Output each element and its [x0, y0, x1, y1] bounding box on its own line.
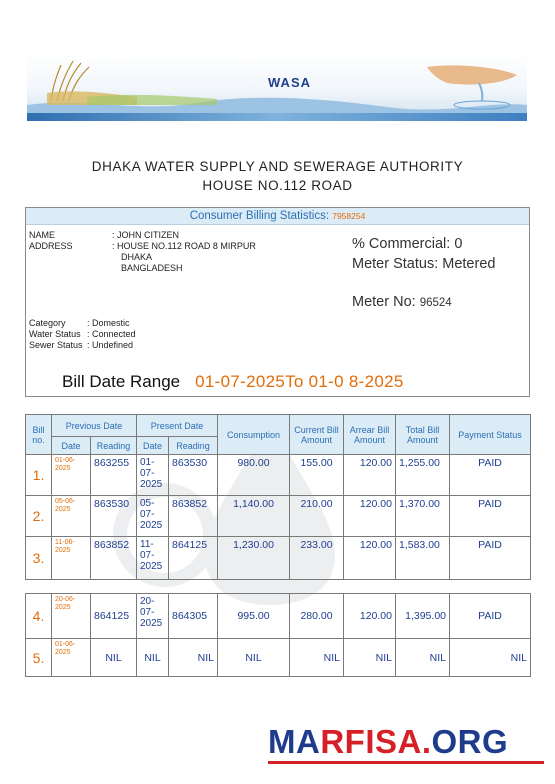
authority-title: DHAKA WATER SUPPLY AND SEWERAGE AUTHORITY	[91, 159, 464, 174]
brand-dot: .	[421, 723, 432, 760]
header-prev-date: Date	[52, 437, 91, 455]
current-bill: 280.00	[290, 594, 344, 639]
name-label: NAME	[29, 230, 56, 240]
water-status-value: : Connected	[87, 329, 136, 339]
category-value: : Domestic	[87, 318, 130, 328]
brand-org: ORG	[431, 723, 509, 760]
table-row	[26, 594, 531, 639]
prev-reading: 863530	[91, 496, 137, 537]
brand-rfisa: RFISA	[320, 723, 422, 760]
pres-reading: 864305	[169, 594, 218, 639]
row-number: 5.	[26, 639, 52, 677]
current-bill: 233.00	[290, 537, 344, 580]
bill-table-continued	[25, 593, 531, 677]
total-bill: 1,255.00	[396, 455, 450, 496]
commercial-percent: % Commercial: 0	[352, 236, 463, 252]
pres-date: NIL	[137, 639, 169, 677]
house-address-title: HOUSE NO.112 ROAD	[202, 178, 353, 193]
pres-reading: 863530	[169, 455, 218, 496]
prev-reading: 863255	[91, 455, 137, 496]
header-pres-reading: Reading	[169, 437, 218, 455]
header-total-bill: Total Bill Amount	[396, 415, 450, 455]
header-previous-date: Previous Date	[52, 415, 137, 437]
brand-ma: MA	[268, 723, 321, 760]
current-bill: 155.00	[290, 455, 344, 496]
pres-reading: 863852	[169, 496, 218, 537]
category-label: Category	[29, 318, 66, 328]
row-number: 4.	[26, 594, 52, 639]
consumer-id: 7958254	[332, 211, 366, 221]
total-bill: NIL	[396, 639, 450, 677]
table-row	[26, 639, 531, 677]
payment-status: PAID	[450, 496, 531, 537]
water-status-label: Water Status	[29, 329, 81, 339]
arrear-bill: NIL	[344, 639, 396, 677]
payment-status: PAID	[450, 455, 531, 496]
arrear-bill: 120.00	[344, 455, 396, 496]
prev-date: 01-06-2025	[52, 455, 91, 496]
name-address-block	[29, 230, 329, 280]
prev-reading: 864125	[91, 594, 137, 639]
sewer-status-label: Sewer Status	[29, 340, 83, 350]
header-pres-date: Date	[137, 437, 169, 455]
marfisa-brand-logo	[268, 723, 508, 761]
consumer-heading	[26, 208, 529, 225]
prev-date: 05-06-2025	[52, 496, 91, 537]
bill-date-range	[62, 372, 404, 392]
consumption: 1,230.00	[218, 537, 290, 580]
header-current-bill: Current Bill Amount	[290, 415, 344, 455]
prev-date: 11-06-2025	[52, 537, 91, 580]
wasa-logo-text: WASA	[268, 75, 311, 90]
row-number: 2.	[26, 496, 52, 537]
current-bill: 210.00	[290, 496, 344, 537]
row-number: 3.	[26, 537, 52, 580]
header-payment-status: Payment Status	[450, 415, 531, 455]
consumer-box	[25, 207, 530, 397]
status-block	[29, 318, 229, 354]
meter-number	[352, 294, 452, 310]
prev-reading: NIL	[91, 639, 137, 677]
table-row	[26, 496, 531, 537]
name-value: : JOHN CITIZEN	[112, 230, 179, 240]
total-bill: 1,370.00	[396, 496, 450, 537]
meter-status: Meter Status: Metered	[352, 256, 496, 272]
consumption: 980.00	[218, 455, 290, 496]
range-dates: 01-07-2025To 01-0 8-2025	[195, 372, 404, 391]
header-present-date: Present Date	[137, 415, 218, 437]
table-row	[26, 455, 531, 496]
prev-date: 20-06-2025	[52, 594, 91, 639]
row-number: 1.	[26, 455, 52, 496]
consumption: NIL	[218, 639, 290, 677]
arrear-bill: 120.00	[344, 594, 396, 639]
consumer-heading-label: Consumer Billing Statistics:	[189, 210, 330, 222]
pres-date: 05-07-2025	[137, 496, 169, 537]
consumption: 1,140.00	[218, 496, 290, 537]
consumption: 995.00	[218, 594, 290, 639]
wasa-banner	[27, 53, 527, 121]
pres-reading: NIL	[169, 639, 218, 677]
total-bill: 1,395.00	[396, 594, 450, 639]
header-arrear-bill: Arrear Bill Amount	[344, 415, 396, 455]
prev-date: 01-06-2025	[52, 639, 91, 677]
address-line2: DHAKA	[121, 252, 153, 262]
arrear-bill: 120.00	[344, 496, 396, 537]
total-bill: 1,583.00	[396, 537, 450, 580]
meter-no-value: 96524	[419, 297, 452, 309]
table-row	[26, 537, 531, 580]
pres-date: 11-07-2025	[137, 537, 169, 580]
pres-date: 01-07-2025	[137, 455, 169, 496]
payment-status: PAID	[450, 537, 531, 580]
header-bill-no: Bill no.	[26, 415, 52, 455]
arrear-bill: 120.00	[344, 537, 396, 580]
meter-no-label: Meter No:	[352, 294, 416, 310]
bill-table	[25, 414, 531, 580]
brand-underline	[268, 761, 544, 764]
address-label: ADDRESS	[29, 241, 73, 251]
payment-status: NIL	[450, 639, 531, 677]
header-prev-reading: Reading	[91, 437, 137, 455]
sewer-status-value: : Undefined	[87, 340, 134, 350]
header-consumption: Consumption	[218, 415, 290, 455]
pres-reading: 864125	[169, 537, 218, 580]
current-bill: NIL	[290, 639, 344, 677]
payment-status: PAID	[450, 594, 531, 639]
prev-reading: 863852	[91, 537, 137, 580]
address-line1: : HOUSE NO.112 ROAD 8 MIRPUR	[112, 241, 256, 251]
pres-date: 20-07-2025	[137, 594, 169, 639]
address-line3: BANGLADESH	[121, 263, 183, 273]
range-label: Bill Date Range	[62, 372, 181, 391]
